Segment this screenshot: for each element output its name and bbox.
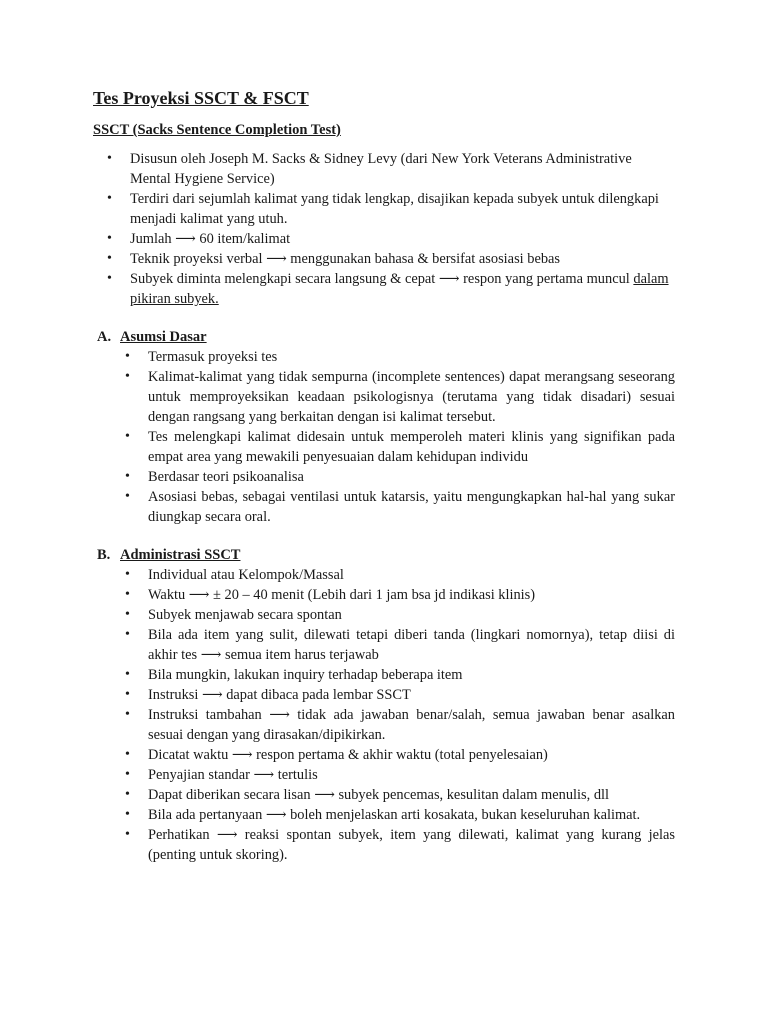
bullet-icon: • <box>125 667 130 682</box>
bullet-icon: • <box>125 707 130 722</box>
document-title: Tes Proyeksi SSCT & FSCT <box>93 88 309 108</box>
bullet-icon: • <box>107 191 112 206</box>
list-item <box>125 427 675 467</box>
bullet-icon: • <box>107 151 112 166</box>
list-item <box>125 785 675 805</box>
list-item-text: Individual atau Kelompok/Massal <box>148 567 344 583</box>
list-item <box>125 745 675 765</box>
bullet-icon: • <box>107 251 112 266</box>
section-a-bullet-list <box>0 347 768 527</box>
list-item <box>125 825 675 865</box>
bullet-icon: • <box>125 767 130 782</box>
list-item-text: Subyek menjawab secara spontan <box>148 607 342 623</box>
section-title: Asumsi Dasar <box>120 329 207 345</box>
ssct-heading: SSCT (Sacks Sentence Completion Test) <box>93 122 341 138</box>
list-item-text: Bila ada item yang sulit, dilewati tetapi diberi tanda (lingkari nomornya), tetap diisi di akhir tes ⟶ semua item harus terjawab <box>148 627 675 663</box>
bullet-icon: • <box>125 429 130 444</box>
list-item-underlined-text: dalam pikiran subyek. <box>130 271 669 307</box>
section-letter: B. <box>97 547 111 563</box>
list-item <box>107 149 675 189</box>
section-heading <box>0 327 768 347</box>
section-title: Administrasi SSCT <box>120 547 241 563</box>
list-item <box>125 805 675 825</box>
list-item <box>107 229 675 249</box>
section-asumsi-dasar <box>0 327 768 527</box>
list-item-text: Instruksi ⟶ dapat dibaca pada lembar SSCT <box>148 687 411 703</box>
bullet-icon: • <box>125 627 130 642</box>
list-item-text: Bila ada pertanyaan ⟶ boleh menjelaskan arti kosakata, bukan keseluruhan kalimat. <box>148 807 641 823</box>
list-item-text: Termasuk proyeksi tes <box>148 349 278 365</box>
list-item-text: Tes melengkapi kalimat didesain untuk memperoleh materi klinis yang signifikan pada empat area yang mewakili penyesuaian dalam kehidupan individu <box>148 429 675 465</box>
list-item <box>125 665 675 685</box>
intro-bullet-list <box>0 149 768 309</box>
list-item <box>125 685 675 705</box>
list-item-text: Instruksi tambahan ⟶ tidak ada jawaban benar/salah, semua jawaban benar asalkan sesuai dengan yang dirasakan/dipikirkan. <box>148 707 675 743</box>
bullet-icon: • <box>125 489 130 504</box>
list-item <box>125 467 675 487</box>
list-item <box>125 585 675 605</box>
list-item-text: Kalimat-kalimat yang tidak sempurna (incomplete sentences) dapat merangsang seseorang untuk memproyeksikan keadaan psikologisnya (terutama yang tidak disadari) sesuai dengan rangsang yang berkaitan dengan isi kalimat tersebut. <box>148 369 675 425</box>
bullet-icon: • <box>125 567 130 582</box>
list-item <box>125 565 675 585</box>
section-letter: A. <box>97 329 112 345</box>
list-item <box>125 765 675 785</box>
bullet-icon: • <box>125 747 130 762</box>
bullet-icon: • <box>125 827 130 842</box>
list-item <box>125 487 675 527</box>
section-b-bullet-list <box>0 565 768 865</box>
list-item <box>107 269 675 309</box>
list-item <box>125 347 675 367</box>
list-item-text: Terdiri dari sejumlah kalimat yang tidak lengkap, disajikan kepada subyek untuk dilengkapi menjadi kalimat yang utuh. <box>130 191 659 227</box>
bullet-icon: • <box>107 271 112 286</box>
list-item <box>125 367 675 427</box>
bullet-icon: • <box>107 231 112 246</box>
bullet-icon: • <box>125 807 130 822</box>
list-item <box>125 605 675 625</box>
list-item-text: Disusun oleh Joseph M. Sacks & Sidney Levy (dari New York Veterans Administrative Mental Hygiene Service) <box>130 151 632 187</box>
list-item-text: Waktu ⟶ ± 20 – 40 menit (Lebih dari 1 jam bsa jd indikasi klinis) <box>148 587 536 603</box>
list-item-text: Berdasar teori psikoanalisa <box>148 469 304 485</box>
list-item-text: Jumlah ⟶ 60 item/kalimat <box>130 231 291 247</box>
section-heading <box>0 545 768 565</box>
list-item-text: Dapat diberikan secara lisan ⟶ subyek pencemas, kesulitan dalam menulis, dll <box>148 787 610 803</box>
list-item-text: Perhatikan ⟶ reaksi spontan subyek, item yang dilewati, kalimat yang kurang jelas (penting untuk skoring). <box>148 827 675 863</box>
bullet-icon: • <box>125 469 130 484</box>
bullet-icon: • <box>125 687 130 702</box>
list-item-text: Subyek diminta melengkapi secara langsung & cepat ⟶ respon yang pertama muncul <box>130 271 634 287</box>
list-item-text: Asosiasi bebas, sebagai ventilasi untuk katarsis, yaitu mengungkapkan hal-hal yang sukar diungkap secara oral. <box>148 489 675 525</box>
list-item <box>125 705 675 745</box>
bullet-icon: • <box>125 607 130 622</box>
bullet-icon: • <box>125 787 130 802</box>
list-item-text: Penyajian standar ⟶ tertulis <box>148 767 318 783</box>
list-item <box>125 625 675 665</box>
bullet-icon: • <box>125 369 130 384</box>
list-item-text: Teknik proyeksi verbal ⟶ menggunakan bahasa & bersifat asosiasi bebas <box>130 251 561 267</box>
bullet-icon: • <box>125 587 130 602</box>
list-item-text: Dicatat waktu ⟶ respon pertama & akhir waktu (total penyelesaian) <box>148 747 548 763</box>
bullet-icon: • <box>125 349 130 364</box>
list-item-text: Bila mungkin, lakukan inquiry terhadap beberapa item <box>148 667 463 683</box>
list-item <box>107 189 675 229</box>
section-administrasi-ssct <box>0 545 768 865</box>
list-item <box>107 249 675 269</box>
